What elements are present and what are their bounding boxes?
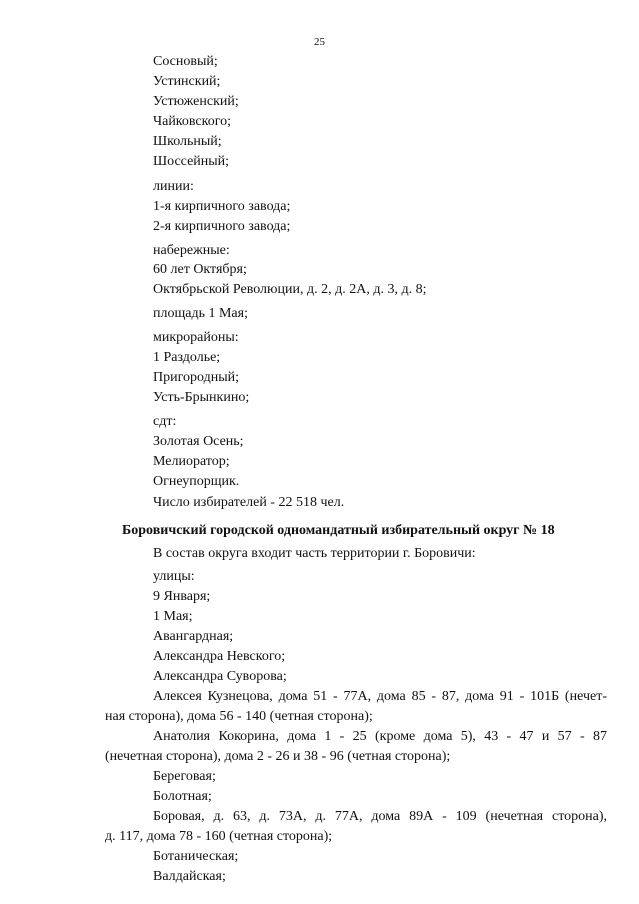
list-item: Усть-Брынкино;	[153, 390, 250, 405]
section-label: сдт:	[153, 414, 177, 429]
list-item-continuation: д. 117, дома 78 - 160 (четная сторона);	[105, 829, 333, 844]
list-item: Александра Суворова;	[153, 669, 287, 684]
list-item: Шоссейный;	[153, 154, 230, 169]
list-item: Устинский;	[153, 74, 221, 89]
district-heading: Боровичский городской одномандатный избирательный округ № 18	[122, 523, 555, 538]
section-label: набережные:	[153, 243, 230, 258]
list-item: площадь 1 Мая;	[153, 306, 248, 321]
list-item: 1 Раздолье;	[153, 350, 221, 365]
list-item: Золотая Осень;	[153, 434, 244, 449]
list-item: Мелиоратор;	[153, 454, 230, 469]
list-item: Устюженский;	[153, 94, 239, 109]
list-item: Алексея Кузнецова, дома 51 - 77А, дома 85 - 87, дома 91 - 101Б (нечет-	[153, 689, 607, 704]
list-item: 60 лет Октября;	[153, 262, 247, 277]
list-item: 1-я кирпичного завода;	[153, 199, 291, 214]
list-item: Береговая;	[153, 769, 216, 784]
paragraph: В состав округа входит часть территории г. Боровичи:	[153, 546, 476, 561]
list-item: Ботаническая;	[153, 849, 239, 864]
list-item: Болотная;	[153, 789, 212, 804]
section-label: микрорайоны:	[153, 330, 239, 345]
list-item: Сосновый;	[153, 54, 218, 69]
list-item: 9 Января;	[153, 589, 211, 604]
list-item: Школьный;	[153, 134, 222, 149]
list-item: Чайковского;	[153, 114, 232, 129]
list-item: Пригородный;	[153, 370, 239, 385]
section-label: линии:	[153, 179, 194, 194]
list-item: Боровая, д. 63, д. 73А, д. 77А, дома 89А - 109 (нечетная сторона),	[153, 809, 607, 824]
list-item: Авангардная;	[153, 629, 234, 644]
list-item-continuation: (нечетная сторона), дома 2 - 26 и 38 - 96 (четная сторона);	[105, 749, 451, 764]
list-item-continuation: ная сторона), дома 56 - 140 (четная сторона);	[105, 709, 373, 724]
voter-count: Число избирателей - 22 518 чел.	[153, 495, 345, 510]
list-item: Валдайская;	[153, 869, 226, 884]
list-item: 2-я кирпичного завода;	[153, 219, 291, 234]
list-item: Александра Невского;	[153, 649, 286, 664]
list-item: Огнеупорщик.	[153, 474, 240, 489]
list-item: 1 Мая;	[153, 609, 193, 624]
list-item: Октябрьской Революции, д. 2, д. 2А, д. 3, д. 8;	[153, 282, 427, 297]
page-number: 25	[314, 36, 325, 48]
section-label: улицы:	[153, 569, 195, 584]
list-item: Анатолия Кокорина, дома 1 - 25 (кроме дома 5), 43 - 47 и 57 - 87	[153, 729, 607, 744]
